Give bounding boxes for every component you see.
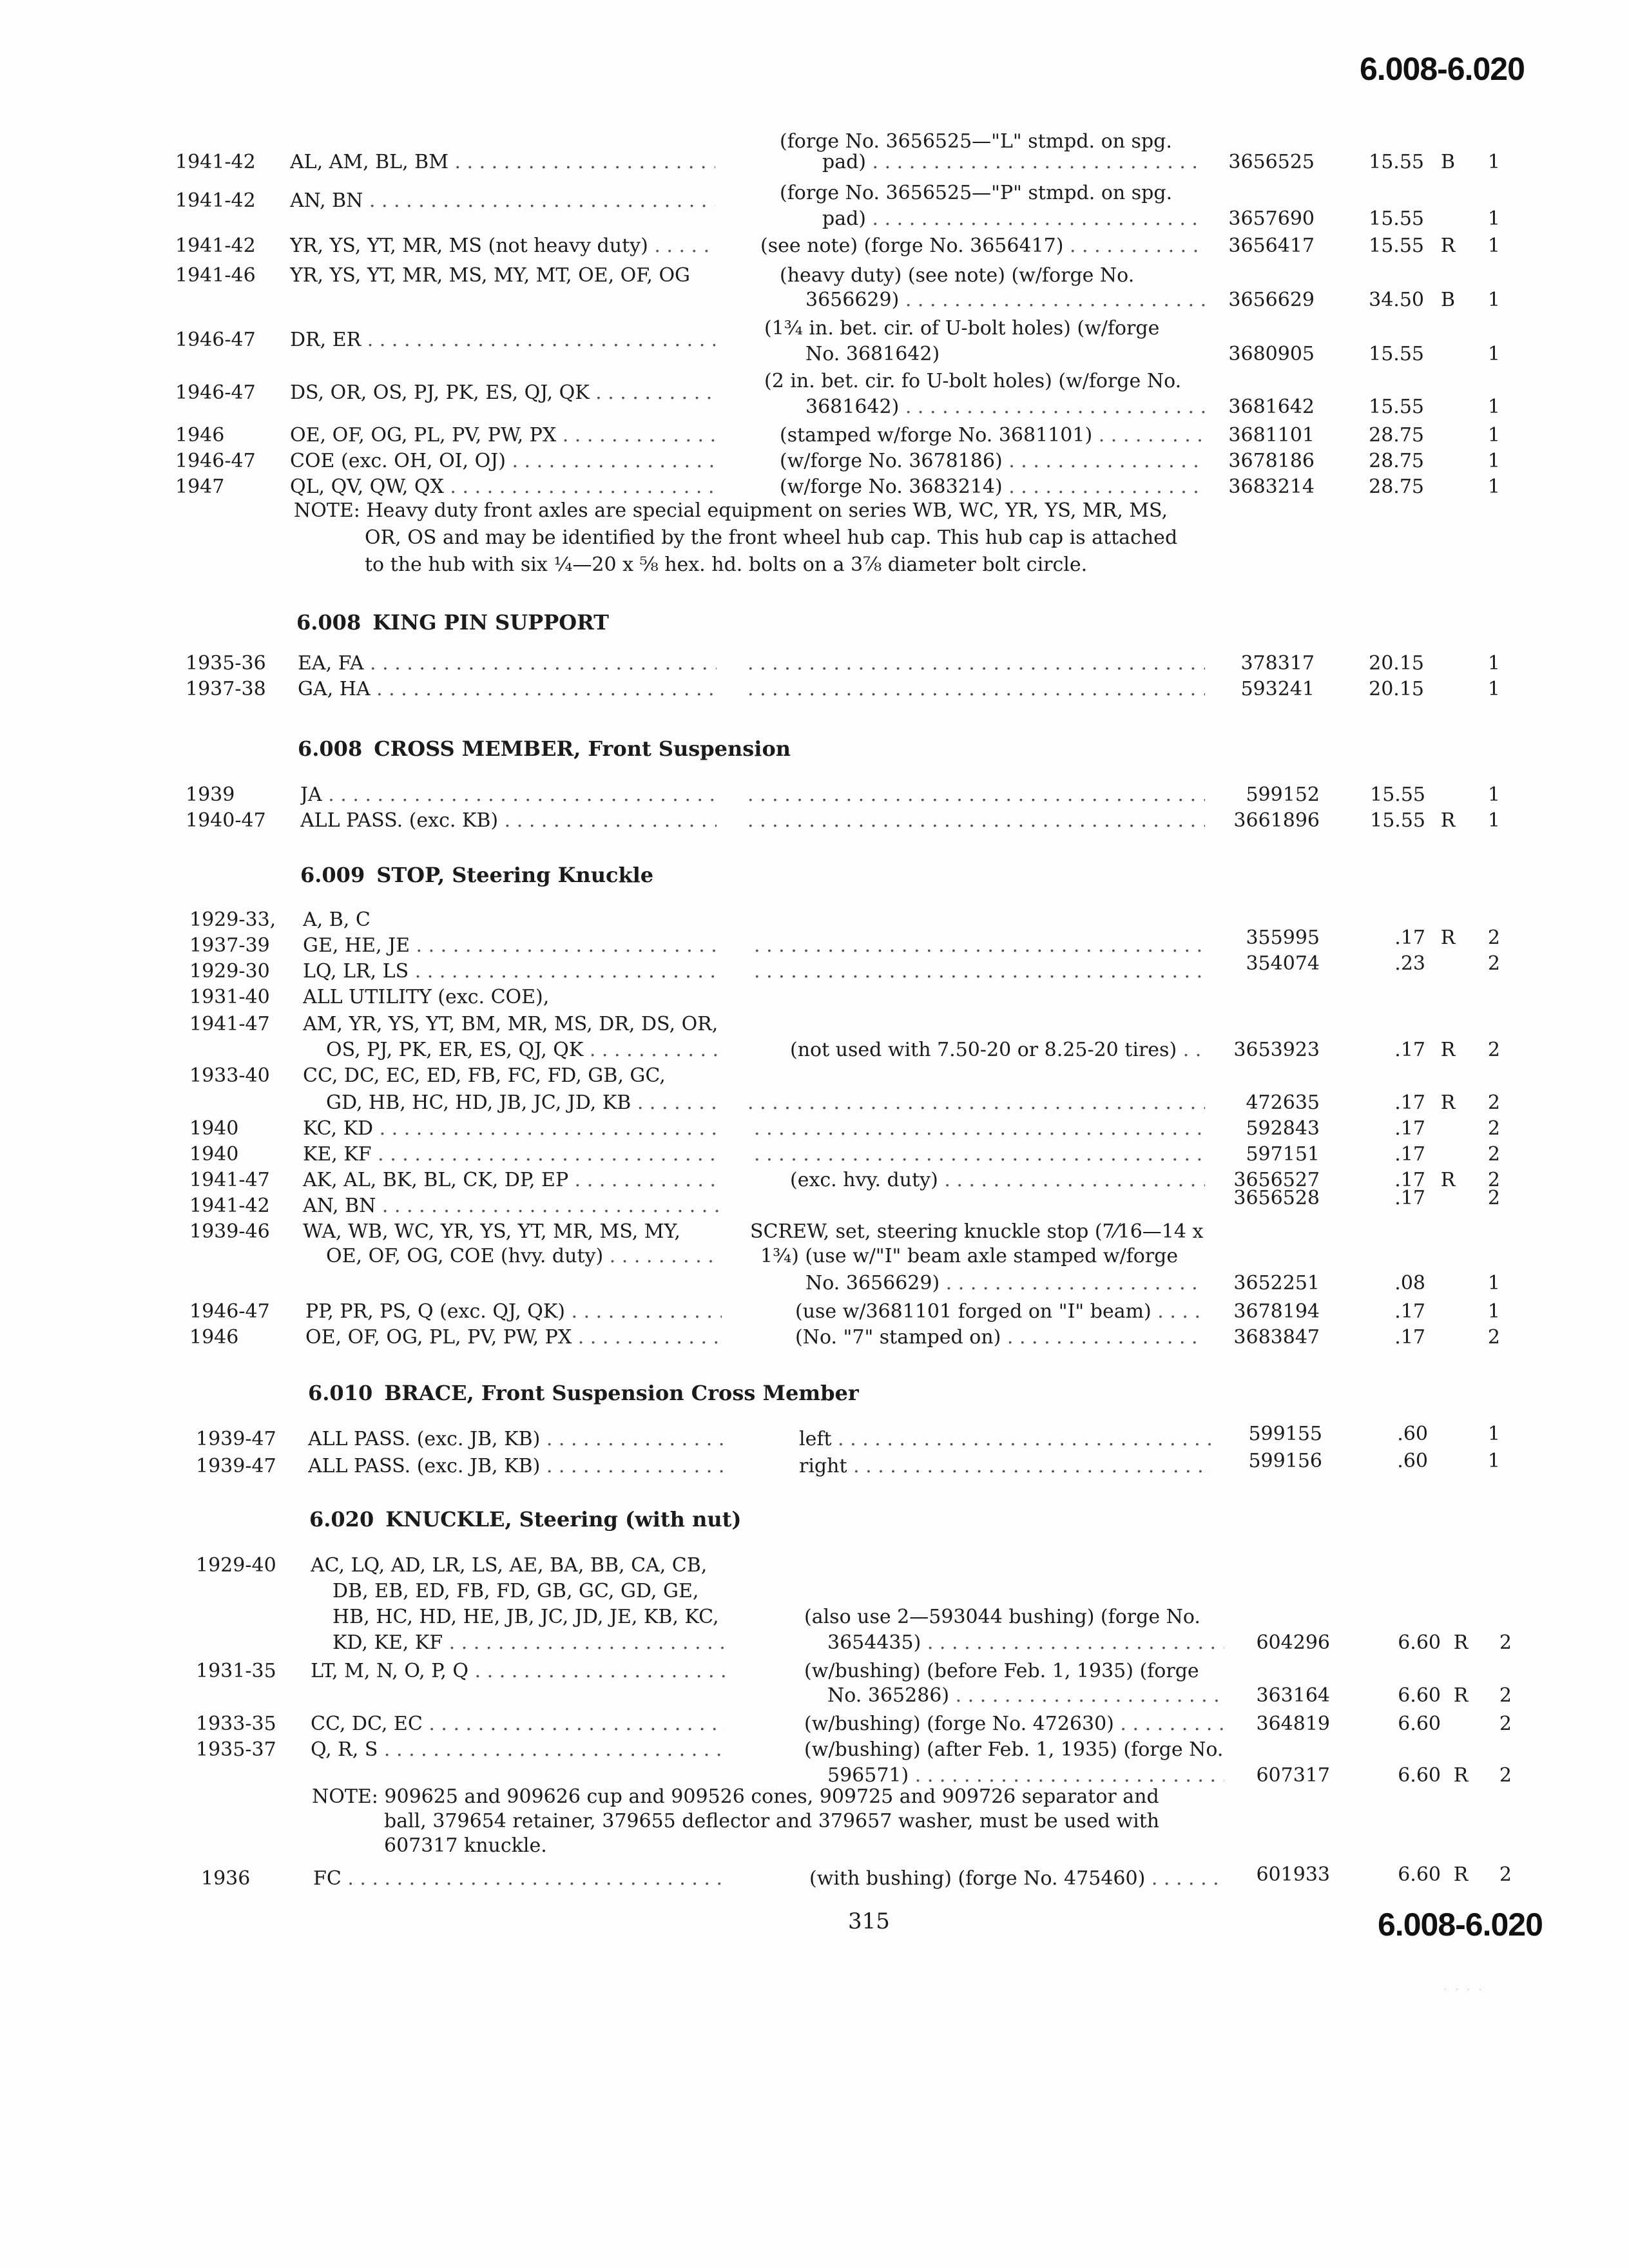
price: 20.15 [1369,678,1424,700]
row-year: 1929-33, [189,908,276,931]
flag-code: R [1440,1039,1456,1061]
row-models: Q, R, S . . . [311,1737,726,1763]
table-row [0,1579,1629,1607]
row-models: GD, HB, HC, HD, JB, JC, JD, KB . . . [326,1090,715,1116]
row-year: 1946 [189,1326,239,1349]
row-desc: (w/forge No. 3683214) . . . [780,474,1205,500]
flag-code: B [1440,151,1456,173]
scan-mark: · · · · [1443,1983,1485,1995]
table-row [0,1012,1629,1040]
price: 6.60 [1398,1713,1441,1735]
flag-code: B [1440,289,1456,311]
row-models: OE, OF, OG, PL, PV, PW, PX . . . [290,423,715,448]
row-desc: right . . . [799,1454,1211,1479]
price: .17 [1394,1091,1425,1114]
part-number: 3653923 [1233,1039,1320,1061]
table-row [0,1063,1629,1091]
row-year: 1941-47 [189,1013,270,1035]
note-line: to the hub with six ¼—20 x ⅝ hex. hd. bolts on a 3⅞ diameter bolt circle. [365,553,1088,576]
table-row [0,423,1629,451]
row-year: 1939-47 [196,1455,276,1477]
table-row [0,677,1629,705]
row-year: 1941-42 [175,235,256,257]
quantity: 1 [1487,343,1500,365]
part-number: 3657690 [1228,207,1315,230]
row-desc-line: (forge No. 3656525—"P" stmpd. on spg. [780,182,1173,204]
quantity: 2 [1499,1863,1512,1886]
row-models: KE, KF . . . [303,1142,722,1168]
row-desc: SCREW, set, steering knuckle stop (7⁄16—14 x [750,1220,1204,1243]
row-desc: 1¾) (use w/"I" beam axle stamped w/forge [760,1245,1179,1267]
row-year: 1941-46 [175,264,256,287]
row-year: 1946-47 [175,329,256,351]
flag-code: R [1440,927,1456,949]
row-year: 1937-39 [189,934,270,957]
quantity: 1 [1487,1272,1500,1294]
price: .17 [1394,1326,1425,1349]
note-line: NOTE: Heavy duty front axles are special equipment on series WB, WC, YR, YS, MR, MS, [294,499,1168,522]
table-row [0,1711,1629,1740]
price: 6.60 [1398,1863,1441,1886]
row-desc-line: (forge No. 3656525—"L" stmpd. on spg. [780,130,1172,153]
row-year: 1933-40 [189,1064,270,1087]
row-desc-line: (2 in. bet. cir. fo U-bolt holes) (w/forge No. [764,370,1182,392]
quantity: 2 [1487,1143,1500,1166]
price: .17 [1394,1300,1425,1323]
table-row [0,1683,1629,1711]
row-models: EA, FA . . . [298,651,717,677]
section-range-footer: 6.008-6.020 [1378,1907,1543,1943]
row-models: AN, BN . . . [303,1193,722,1219]
row-desc: 596571) . . . [827,1763,1224,1789]
table-row [0,952,1629,987]
section-title: BRACE, [384,1381,474,1405]
part-number: 599155 [1248,1423,1322,1445]
section-title: KNUCKLE, [385,1507,512,1532]
section-heading-steering-knuckle-stop [300,861,653,889]
table-row [0,1630,1629,1658]
table-row [0,985,1629,1013]
part-number: 3681642 [1228,396,1315,418]
row-desc: (with bushing) (forge No. 475460) . . . [809,1866,1224,1892]
table-row [0,149,1629,178]
row-year: 1940-47 [186,809,266,832]
quantity: 1 [1487,809,1500,832]
quantity: 1 [1487,476,1500,498]
row-models: WA, WB, WC, YR, YS, YT, MR, MS, MY, [303,1220,680,1243]
row-desc: No. 3681642) [805,343,940,365]
price: .17 [1394,1143,1425,1166]
quantity: 1 [1487,424,1500,447]
row-year: 1935-37 [196,1738,276,1761]
row-models: OE, OF, OG, COE (hvy. duty) . . . [326,1244,715,1269]
row-models: AK, AL, BK, BL, CK, DP, EP . . . [303,1168,722,1193]
row-year: 1947 [175,476,225,498]
flag-code: R [1440,1169,1456,1191]
row-year: 1939-47 [196,1428,276,1450]
part-number: 3656417 [1228,235,1315,257]
price: 20.15 [1369,652,1424,675]
table-row [0,233,1629,262]
row-year: 1941-42 [189,1195,270,1217]
row-desc: left . . . [799,1427,1211,1452]
price: .08 [1394,1272,1425,1294]
table-row [0,1604,1629,1633]
table-row [0,1187,1629,1222]
quantity: 1 [1487,207,1500,230]
row-desc: (see note) (forge No. 3656417) . . . [760,233,1205,259]
quantity: 1 [1487,678,1500,700]
price: 6.60 [1398,1764,1441,1787]
row-models: PP, PR, PS, Q (exc. QJ, QK) . . . [305,1299,722,1325]
table-row [0,287,1629,316]
note-line: ball, 379654 retainer, 379655 deflector and 379657 washer, must be used with [384,1810,1160,1832]
price: 28.75 [1369,450,1424,472]
part-number: 3683847 [1233,1326,1320,1349]
part-number: 355995 [1246,927,1320,949]
row-year: 1941-42 [175,151,256,173]
note-line: NOTE: 909625 and 909626 cup and 909526 cones, 909725 and 909726 separator and [312,1785,1159,1808]
table-row [0,1299,1629,1327]
row-models: AN, BN . . . [290,188,715,214]
section-heading-steering-knuckle [309,1505,742,1533]
row-year: 1931-40 [189,986,270,1008]
row-year: 1935-36 [186,652,266,675]
section-number: 6.009 [300,863,365,887]
quantity: 2 [1499,1713,1512,1735]
row-year: 1931-35 [196,1660,276,1682]
row-desc: (w/bushing) (after Feb. 1, 1935) (forge No. [804,1738,1224,1761]
row-models: CC, DC, EC, ED, FB, FC, FD, GB, GC, [303,1064,666,1087]
part-number: 3656528 [1233,1187,1320,1209]
row-desc: (heavy duty) (see note) (w/forge No. [780,264,1135,287]
section-number: 6.008 [298,736,363,761]
flag-code: R [1453,1684,1469,1707]
price: 15.55 [1370,783,1425,806]
row-models: ALL PASS. (exc. JB, KB) . . . [308,1454,723,1479]
row-desc: (w/bushing) (forge No. 472630) . . . [804,1711,1224,1737]
section-range-header: 6.008-6.020 [1360,51,1525,87]
price: .17 [1394,1117,1425,1140]
quantity: 2 [1499,1684,1512,1707]
quantity: 2 [1487,1117,1500,1140]
row-year: 1939 [186,783,235,806]
row-desc: 3681642) . . . [805,394,1205,420]
quantity: 1 [1487,151,1500,173]
price: 6.60 [1398,1684,1441,1707]
table-row [0,1450,1629,1482]
part-number: 599152 [1246,783,1320,806]
table-row [0,1271,1629,1299]
part-number: 592843 [1246,1117,1320,1140]
row-desc: 3654435) . . . [827,1630,1224,1656]
table-row [0,1142,1629,1170]
row-models: KD, KE, KF . . . [333,1630,726,1656]
row-models: DB, EB, ED, FB, FD, GB, GC, GD, GE, [333,1580,699,1602]
part-number: 593241 [1240,678,1315,700]
section-number: 6.020 [309,1507,374,1532]
section-title: KING PIN SUPPORT [372,610,609,635]
row-year: 1936 [201,1867,251,1890]
part-number: 3656629 [1228,289,1315,311]
quantity: 2 [1487,1039,1500,1061]
flag-code: R [1453,1764,1469,1787]
quantity: 1 [1487,289,1500,311]
row-models: ALL UTILITY (exc. COE), [303,986,550,1008]
part-number: 3656527 [1233,1169,1320,1191]
price: 15.55 [1369,396,1424,418]
row-models: CC, DC, EC . . . [311,1711,726,1737]
quantity: 2 [1487,927,1500,949]
quantity: 1 [1487,235,1500,257]
row-year: 1941-47 [189,1169,270,1191]
row-models: COE (exc. OH, OI, OJ) . . . [290,448,715,474]
quantity: 1 [1487,1423,1500,1445]
section-heading-brace [308,1379,859,1407]
price: 15.55 [1369,235,1424,257]
flag-code: R [1440,1091,1456,1114]
table-row [0,1244,1629,1272]
part-number: 597151 [1246,1143,1320,1166]
flag-code: R [1440,809,1456,832]
section-title: STOP, [376,863,445,887]
table-row [0,394,1629,423]
row-desc: No. 3656629) . . . [805,1271,1205,1296]
table-row [0,1863,1629,1894]
quantity: 2 [1487,1091,1500,1114]
table-row [0,808,1629,836]
row-models: JA . . . [300,782,717,808]
quantity: 2 [1487,1326,1500,1349]
row-desc: (stamped w/forge No. 3681101) . . . [780,423,1205,448]
row-year: 1946-47 [189,1300,270,1323]
price: 15.55 [1369,207,1424,230]
quantity: 2 [1487,1187,1500,1209]
part-number: 364819 [1256,1713,1330,1735]
price: .17 [1394,927,1425,949]
table-row [0,206,1629,235]
row-models: AL, AM, BL, BM . . . [290,149,715,175]
section-heading-cross-member [298,735,791,763]
row-models: ALL PASS. (exc. KB) . . . [300,808,717,834]
row-year: 1929-30 [189,960,270,983]
price: 15.55 [1370,809,1425,832]
section-subtitle: Front Suspension Cross Member [481,1381,859,1405]
quantity: 1 [1487,396,1500,418]
table-row [0,1116,1629,1144]
section-subtitle: Steering Knuckle [452,863,654,887]
part-number: 607317 [1256,1764,1330,1787]
row-year: 1929-40 [196,1554,276,1577]
row-models: DS, OR, OS, PJ, PK, ES, QJ, QK . . . [290,380,715,406]
quantity: 1 [1487,783,1500,806]
row-models: ALL PASS. (exc. JB, KB) . . . [308,1427,723,1452]
part-number: 3652251 [1233,1272,1320,1294]
part-number: 599156 [1248,1450,1322,1472]
row-models: KC, KD . . . [303,1116,722,1142]
part-number: 363164 [1256,1684,1330,1707]
row-year: 1946 [175,424,225,447]
row-desc: (not used with 7.50-20 or 8.25-20 tires) . . . [790,1037,1205,1063]
price: 28.75 [1369,476,1424,498]
note-line: OR, OS and may be identified by the front wheel hub cap. This hub cap is attached [365,526,1178,549]
price: 28.75 [1369,424,1424,447]
quantity: 2 [1499,1764,1512,1787]
row-year: 1946-47 [175,381,256,404]
table-row [0,782,1629,811]
table-row [0,1325,1629,1353]
quantity: 1 [1487,652,1500,675]
row-desc: (exc. hvy. duty) . . . [790,1168,1205,1193]
price: .17 [1394,1039,1425,1061]
section-subtitle: Steering (with nut) [519,1507,742,1532]
row-models: OS, PJ, PK, ER, ES, QJ, QK . . . [326,1037,722,1063]
table-row [0,1553,1629,1581]
row-desc: (w/bushing) (before Feb. 1, 1935) (forge [804,1660,1199,1682]
row-desc: (also use 2—593044 bushing) (forge No. [804,1606,1200,1628]
table-row [0,448,1629,477]
row-models: LT, M, N, O, P, Q . . . [311,1658,726,1684]
flag-code: R [1453,1863,1469,1886]
price: .60 [1397,1450,1428,1472]
part-number: 604296 [1256,1631,1330,1654]
quantity: 2 [1487,1169,1500,1191]
price: 15.55 [1369,343,1424,365]
part-number: 3678186 [1228,450,1315,472]
row-models: GA, HA . . . [298,677,717,702]
quantity: 2 [1487,952,1500,975]
quantity: 1 [1487,450,1500,472]
price: .23 [1394,952,1425,975]
row-desc: pad) . . . [822,149,1202,175]
quantity: 2 [1499,1631,1512,1654]
row-desc: (w/forge No. 3678186) . . . [780,448,1205,474]
row-models: HB, HC, HD, HE, JB, JC, JD, JE, KB, KC, [333,1606,719,1628]
row-models: QL, QV, QW, QX . . . [290,474,715,500]
row-desc: (No. "7" stamped on) . . . [795,1325,1205,1350]
row-year: 1946-47 [175,450,256,472]
part-number: 3661896 [1233,809,1320,832]
section-number: 6.010 [308,1381,373,1405]
part-number: 3681101 [1228,424,1315,447]
section-number: 6.008 [296,610,361,635]
row-year: 1937-38 [186,678,266,700]
table-row [0,341,1629,370]
row-desc: (use w/3681101 forged on "I" beam) . . . [795,1299,1205,1325]
part-number: 378317 [1240,652,1315,675]
section-heading-king-pin-support [296,608,609,637]
row-desc: No. 365286) . . . [827,1683,1224,1709]
row-models: AM, YR, YS, YT, BM, MR, MS, DR, DS, OR, [303,1013,718,1035]
price: 6.60 [1398,1631,1441,1654]
price: .17 [1394,1187,1425,1209]
table-row [0,1037,1629,1066]
row-models: AC, LQ, AD, LR, LS, AE, BA, BB, CA, CB, [311,1554,708,1577]
row-models: FC . . . [313,1866,726,1892]
note-line: 607317 knuckle. [384,1834,547,1857]
price: .60 [1397,1423,1428,1445]
row-desc: pad) . . . [822,206,1202,232]
row-models: OE, OF, OG, PL, PV, PW, PX . . . [305,1325,722,1350]
row-models: DR, ER . . . [290,327,715,353]
row-models: A, B, C [303,908,371,931]
row-desc-line: (1¾ in. bet. cir. of U-bolt holes) (w/forge [764,317,1160,340]
part-number: 3656525 [1228,151,1315,173]
quantity: 1 [1487,1450,1500,1472]
row-models: YR, YS, YT, MR, MS (not heavy duty) . . . [290,233,715,259]
part-number: 354074 [1246,952,1320,975]
section-title: CROSS MEMBER, [374,736,581,761]
price: 15.55 [1369,151,1424,173]
row-year: 1933-35 [196,1713,276,1735]
table-row [0,1090,1629,1119]
row-models: LQ, LR, LS . . . [303,959,722,985]
flag-code: R [1453,1631,1469,1654]
row-models: YR, YS, YT, MR, MS, MY, MT, OE, OF, OG [290,264,691,287]
part-number: 3683214 [1228,476,1315,498]
row-year: 1939-46 [189,1220,270,1243]
quantity: 1 [1487,1300,1500,1323]
part-number: 472635 [1246,1091,1320,1114]
table-row [0,1737,1629,1765]
table-row [0,651,1629,679]
flag-code: R [1440,235,1456,257]
price: .17 [1394,1169,1425,1191]
price: 34.50 [1369,289,1424,311]
part-number: 601933 [1256,1863,1330,1886]
part-number: 3678194 [1233,1300,1320,1323]
row-year: 1940 [189,1143,239,1166]
row-year: 1940 [189,1117,239,1140]
row-desc: 3656629) . . . [805,287,1205,313]
row-models: GE, HE, JE . . . [303,933,722,959]
section-subtitle: Front Suspension [588,736,791,761]
page-number: 315 [848,1908,890,1934]
part-number: 3680905 [1228,343,1315,365]
row-year: 1941-42 [175,189,256,212]
